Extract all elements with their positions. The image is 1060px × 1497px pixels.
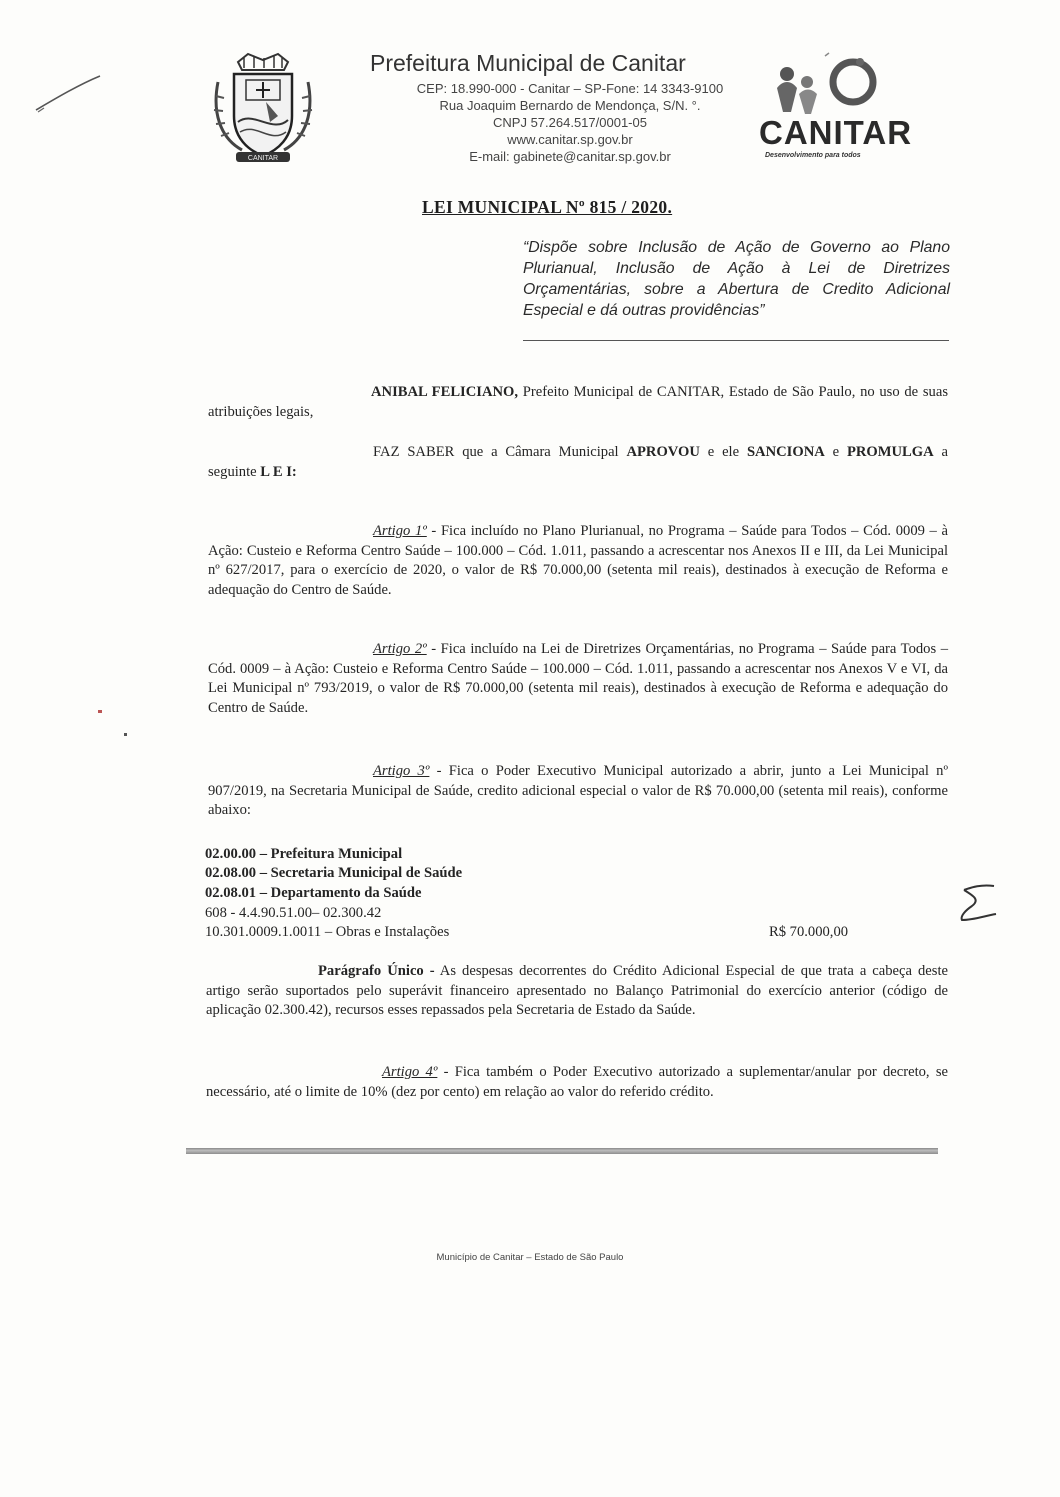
- promulgation-text-1: FAZ SABER que a Câmara Municipal: [373, 444, 627, 460]
- article-1-label: Artigo 1º: [373, 523, 427, 539]
- preamble-paragraph: [208, 383, 948, 422]
- pen-mark: [28, 70, 108, 120]
- article-4-label: Artigo 4º: [382, 1064, 438, 1080]
- budget-line-departamento: 02.08.01 – Departamento da Saúde: [205, 885, 422, 901]
- email-link[interactable]: E-mail: gabinete@canitar.sp.gov.br: [469, 149, 671, 164]
- logo-tagline: Desenvolvimento para todos: [765, 152, 861, 159]
- canitar-logo: [745, 52, 915, 172]
- promulgation-text-4: a seguinte: [208, 444, 948, 480]
- municipal-crest: [208, 52, 318, 164]
- sole-paragraph: [206, 962, 948, 1021]
- sanction-word: SANCIONA: [746, 444, 825, 460]
- approved-word: APROVOU: [626, 444, 700, 460]
- address-cnpj: CNPJ 57.264.517/0001-05: [493, 115, 647, 130]
- summary-divider: [523, 340, 949, 341]
- budget-line-secretaria: 02.08.00 – Secretaria Municipal de Saúde: [205, 865, 463, 881]
- preamble-text: Prefeito Municipal de CANITAR, Estado de São Paulo, no uso de suas atribuições legais,: [208, 384, 948, 420]
- mayor-name: ANIBAL FELICIANO,: [371, 384, 519, 400]
- website-link[interactable]: www.canitar.sp.gov.br: [507, 132, 633, 147]
- budget-account: 608 - 4.4.90.51.00– 02.300.42: [205, 905, 382, 921]
- handwritten-mark: [950, 880, 1010, 930]
- article-2-text: - Fica incluído na Lei de Diretrizes Orçamentárias, no Programa – Saúde para Todos – Cód. 0009 – à Ação: Custeio e Reforma Centro Saúde – 100.000 – Cód. 1.011, passando a acrescentar nos Anexos V e VI, da Lei Municipal nº 793/2019, o valor de R$ 70.000,00 (setenta mil reais), destinados à execução de Reforma e adequação do Centro de Saúde.: [208, 641, 948, 716]
- article-1-text: - Fica incluído no Plano Plurianual, no Programa – Saúde para Todos – Cód. 0009 – à Ação: Custeio e Reforma Centro Saúde – 100.000 – Cód. 1.011, passando a acrescentar nos Anexos II e III, da Lei Municipal nº 627/2017, para o exercício de 2020, o valor de R$ 70.000,00 (setenta mil reais), destinados à execução de Reforma e adequação do Centro de Saúde.: [208, 523, 948, 598]
- promulgation-paragraph: [208, 443, 948, 482]
- scan-speck: [124, 733, 127, 736]
- article-3-label: Artigo 3º: [373, 763, 430, 779]
- promulgation-text-2: e ele: [699, 444, 747, 460]
- article-3: [208, 762, 948, 821]
- law-title: LEI MUNICIPAL Nº 815 / 2020.: [422, 197, 673, 217]
- logo-wordmark: CANITAR: [759, 114, 913, 151]
- organization-name: Prefeitura Municipal de Canitar: [370, 50, 686, 76]
- crest-banner-text: CANITAR: [247, 155, 279, 162]
- sole-paragraph-label: Parágrafo Único -: [318, 963, 435, 979]
- budget-item: 10.301.0009.1.0011 – Obras e Instalações: [205, 924, 450, 940]
- law-summary: “Dispõe sobre Inclusão de Ação de Governo ao Plano Plurianual, Inclusão de Ação à Lei de Diretrizes Orçamentárias, sobre a Abertura de Credito Adicional Especial e dá outras providências”: [523, 239, 950, 319]
- article-2: [208, 640, 948, 718]
- page-divider: [186, 1148, 938, 1154]
- logo-figures-icon: [745, 52, 915, 122]
- article-4: [206, 1063, 948, 1102]
- budget-amount: R$ 70.000,00: [769, 924, 849, 940]
- article-1: [208, 522, 948, 600]
- article-2-label: Artigo 2º: [373, 641, 427, 657]
- budget-line-prefeitura: 02.00.00 – Prefeitura Municipal: [205, 846, 403, 862]
- promulgate-word: PROMULGA: [846, 444, 934, 460]
- promulgation-text-3: e: [824, 444, 847, 460]
- law-word: L E I:: [260, 463, 297, 480]
- scan-speck: [98, 710, 102, 713]
- address-cep-phone: CEP: 18.990-000 - Canitar – SP-Fone: 14 3343-9100: [416, 81, 724, 96]
- page-footer: Município de Canitar – Estado de São Paulo: [436, 1252, 624, 1263]
- address-street: Rua Joaquim Bernardo de Mendonça, S/N. °.: [439, 98, 701, 113]
- article-3-text: - Fica o Poder Executivo Municipal autorizado a abrir, junto a Lei Municipal nº 907/2019, na Secretaria Municipal de Saúde, credito adicional especial o valor de R$ 70.000,00 (setenta mil reais), conforme abaixo:: [208, 763, 948, 818]
- article-4-text: - Fica também o Poder Executivo autorizado a suplementar/anular por decreto, se necessário, até o limite de 10% (dez por cento) em relação ao valor do referido crédito.: [206, 1064, 948, 1100]
- sole-paragraph-text: As despesas decorrentes do Crédito Adicional Especial de que trata a cabeça deste artigo serão suportados pelo superávit financeiro apresentado no Balanço Patrimonial do exercício anterior (código de aplicação 02.300.42), recursos esses repassados pela Secretaria de Estado da Saúde.: [206, 963, 948, 1018]
